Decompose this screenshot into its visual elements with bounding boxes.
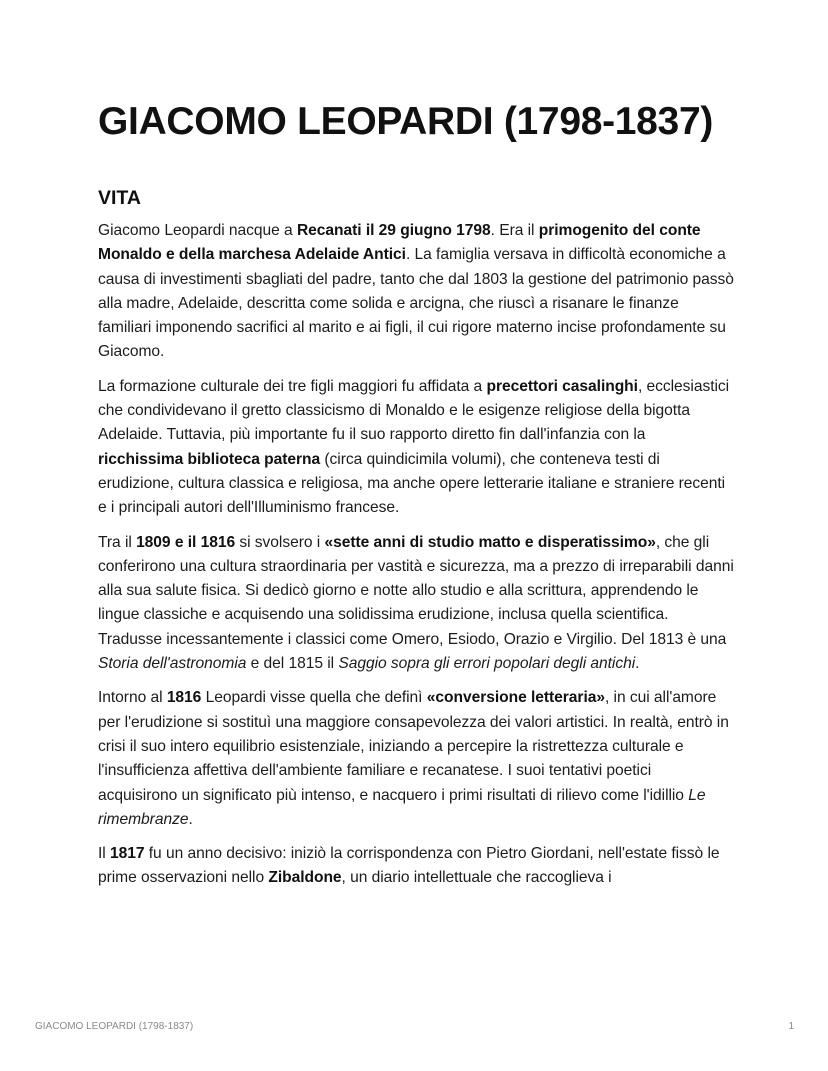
text-run: . Era il [490,222,539,239]
text-run: . [635,655,640,673]
text-run: Il [98,845,110,863]
text-run: , in cui all'amore per l'erudizione si sostituì una maggiore consapevolezza dei valori artistici. In realtà, entrò in crisi il suo intero equilibrio esistenziale, iniziando a percepire la ristrettezza culturale e l'insufficienza affettiva dell'ambiente familiare e recanatese. I suoi tentativi poetici acquisirono un significato più intenso, e nacquero i primi risultati di rilievo come l'idillio [98,689,729,804]
text-run: Tra il [98,533,137,551]
italic-title: Storia dell'astronomia [98,655,247,673]
bold-text: Zibaldone [268,869,342,887]
text-run: . La famiglia versava in difficoltà economiche a causa di investimenti sbagliati del padre, tanto che dal 1803 la gestione del patrimonio passò alla madre, Adelaide, descritta come solida e arcigna, che riuscì a risanare le finanze familiari imponendo sacrifici al marito e ai figli, il cui rigore materno incise profondamente su Giacomo. [98,246,734,361]
footer-running-title: GIACOMO LEOPARDI (1798-1837) [35,1021,194,1032]
text-run: e del 1815 il [246,655,339,673]
text-run: Intorno al [98,689,167,707]
document-title: GIACOMO LEOPARDI (1798-1837) [98,100,714,143]
text-run: Giacomo Leopardi nacque a [98,222,297,239]
paragraph-3 [98,531,734,677]
footer-page-number: 1 [788,1021,794,1032]
italic-title: Le rimembranze [98,786,706,828]
text-run: si svolsero i [235,533,325,551]
bold-text: «sette anni di studio matto e disperatissimo» [324,533,656,551]
paragraph-1 [98,219,734,365]
text-run: , ecclesiastici che condividevano il gretto classicismo di Monaldo e le esigenze religiose della bigotta Adelaide. Tuttavia, più importante fu il suo rapporto diretto fin dall'infanzia con la [98,377,730,444]
bold-text: precettori casalinghi [486,377,638,395]
bold-text: 1817 [109,845,145,863]
page-content [98,98,734,901]
bold-text: «conversione letteraria» [426,689,605,707]
text-run: (circa quindicimila volumi), che conteneva testi di erudizione, cultura classica e religiosa, ma anche opere letterarie italiane e straniere recenti e i principali autori dell'Illuminismo francese. [98,450,726,517]
text-run: , un diario intellettuale che raccoglieva i [341,869,612,887]
text-run: Leopardi visse quella che definì [201,689,427,707]
bold-text: ricchissima biblioteca paterna [98,450,321,468]
paragraph-4 [98,686,734,832]
bold-text: primogenito del conte Monaldo e della marchesa Adelaide Antici [98,222,701,264]
text-run: , che gli conferirono una cultura straordinaria per vastità e sicurezza, ma a prezzo di irreparabili danni alla sua salute fisica. Si dedicò giorno e notte allo studio e alla scrittura, apprendendo le lingue classiche e acquisendo una solidissima erudizione, inclusa quella scientifica. Tradusse incessantemente i classici come Omero, Esiodo, Orazio e Virgilio. Del 1813 è una [98,533,734,648]
bold-text: 1816 [166,689,202,707]
paragraph-2 [98,375,734,521]
text-run: fu un anno decisivo: iniziò la corrispondenza con Pietro Giordani, nell'estate fissò le prime osservazioni nello [98,845,720,887]
text-run: La formazione culturale dei tre figli maggiori fu affidata a [98,377,487,395]
italic-title: Saggio sopra gli errori popolari degli antichi [338,655,636,673]
section-heading: VITA [98,187,141,209]
paragraph-5 [98,842,734,891]
bold-text: Recanati il 29 giugno 1798 [296,222,491,239]
text-run: . [188,810,193,828]
bold-text: 1809 e il 1816 [136,533,236,551]
